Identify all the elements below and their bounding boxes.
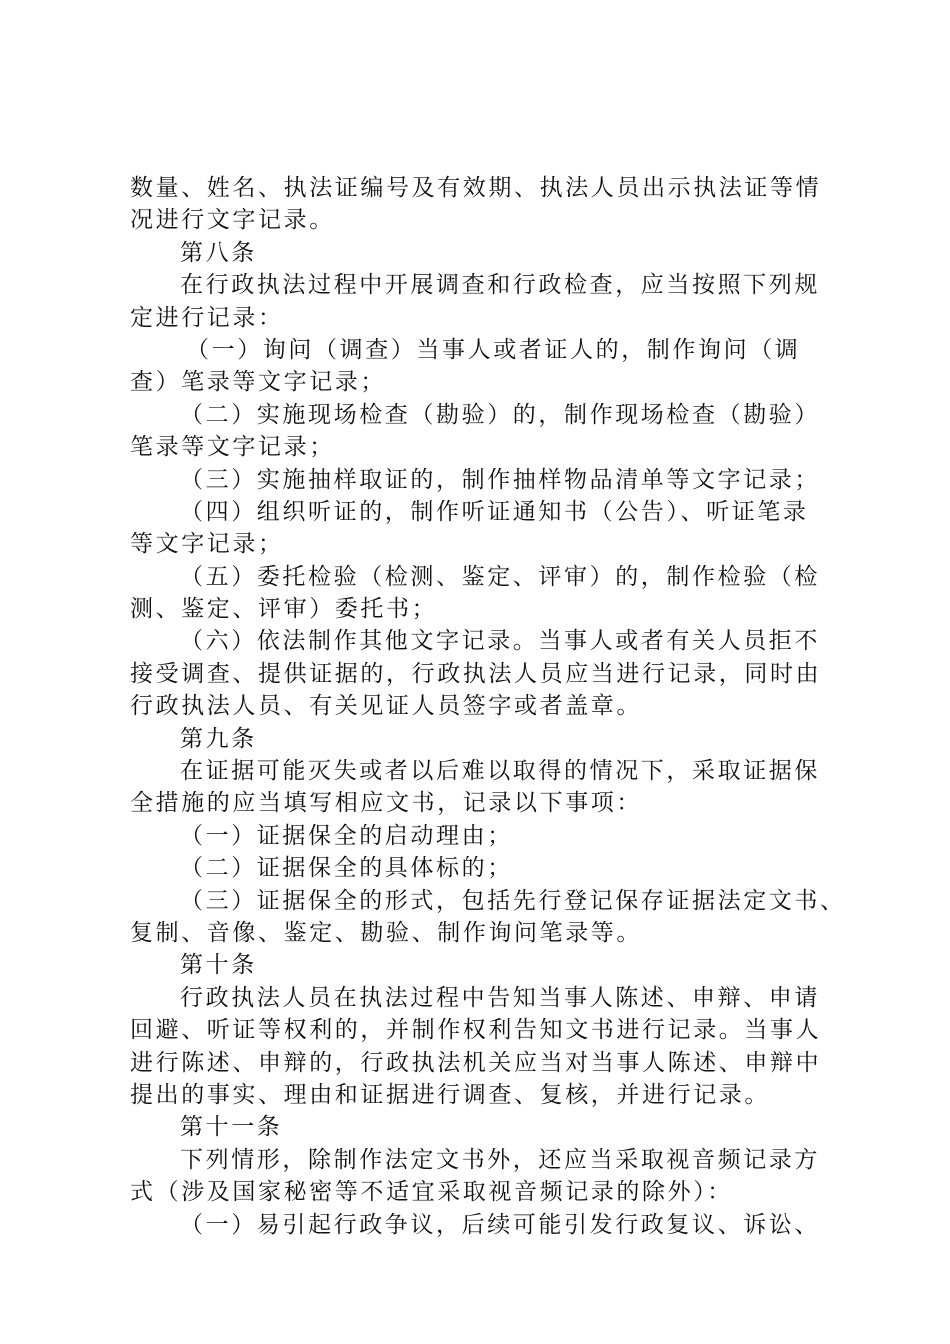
text-line: （一）易引起行政争议，后续可能引发行政复议、诉讼、 — [180, 1211, 820, 1238]
text-line: 测、鉴定、评审）委托书； — [130, 596, 438, 623]
text-line: 况进行文字记录。 — [130, 207, 335, 234]
text-line: （五）委托检验（检测、鉴定、评审）的，制作检验（检 — [180, 563, 820, 590]
text-line: （一）证据保全的启动理由； — [180, 822, 513, 849]
text-line: 数量、姓名、执法证编号及有效期、执法人员出示执法证等情 — [130, 175, 822, 201]
text-line: （六）依法制作其他文字记录。当事人或者有关人员拒不 — [180, 628, 820, 655]
text-line: 复制、音像、鉴定、勘验、制作询问笔录等。 — [130, 919, 642, 946]
text-line: 笔录等文字记录； — [130, 434, 335, 461]
text-line: 行政执法人员、有关见证人员签字或者盖章。 — [130, 693, 642, 720]
text-line: 在证据可能灭失或者以后难以取得的情况下，采取证据保 — [180, 758, 820, 785]
text-line: 定进行记录： — [130, 304, 284, 331]
text-line: 查）笔录等文字记录； — [130, 369, 386, 396]
text-line: 回避、听证等权利的，并制作权利告知文书进行记录。当事人 — [130, 1017, 822, 1044]
text-line: 在行政执法过程中开展调查和行政检查，应当按照下列规 — [180, 272, 820, 299]
text-line: （二）实施现场检查（勘验）的，制作现场检查（勘验） — [180, 401, 820, 428]
text-line: 第十一条 — [180, 1114, 283, 1141]
text-line: 全措施的应当填写相应文书，记录以下事项： — [130, 790, 642, 817]
text-line: 行政执法人员在执法过程中告知当事人陈述、申辩、申请 — [180, 984, 820, 1011]
text-line: 第八条 — [180, 239, 257, 266]
text-line: （三）证据保全的形式，包括先行登记保存证据法定文书、 — [180, 887, 846, 914]
text-line: 下列情形，除制作法定文书外，还应当采取视音频记录方 — [180, 1146, 820, 1173]
text-line: 接受调查、提供证据的，行政执法人员应当进行记录，同时由 — [130, 660, 822, 687]
text-line: 进行陈述、申辩的，行政执法机关应当对当事人陈述、申辩中 — [130, 1049, 822, 1076]
document-body — [130, 172, 850, 1241]
text-line: 第十条 — [180, 952, 257, 979]
text-line: （二）证据保全的具体标的； — [180, 855, 513, 882]
text-line: 等文字记录； — [130, 531, 284, 558]
text-line: 提出的事实、理由和证据进行调查、复核，并进行记录。 — [130, 1081, 770, 1108]
text-line: 式（涉及国家秘密等不适宜采取视音频记录的除外）： — [130, 1179, 733, 1206]
text-line: 第九条 — [180, 725, 257, 752]
text-line: （三）实施抽样取证的，制作抽样物品清单等文字记录； — [180, 466, 820, 493]
text-line: （一）询问（调查）当事人或者证人的，制作询问（调 — [186, 336, 801, 363]
text-line: （四）组织听证的，制作听证通知书（公告）、听证笔录 — [180, 498, 809, 525]
